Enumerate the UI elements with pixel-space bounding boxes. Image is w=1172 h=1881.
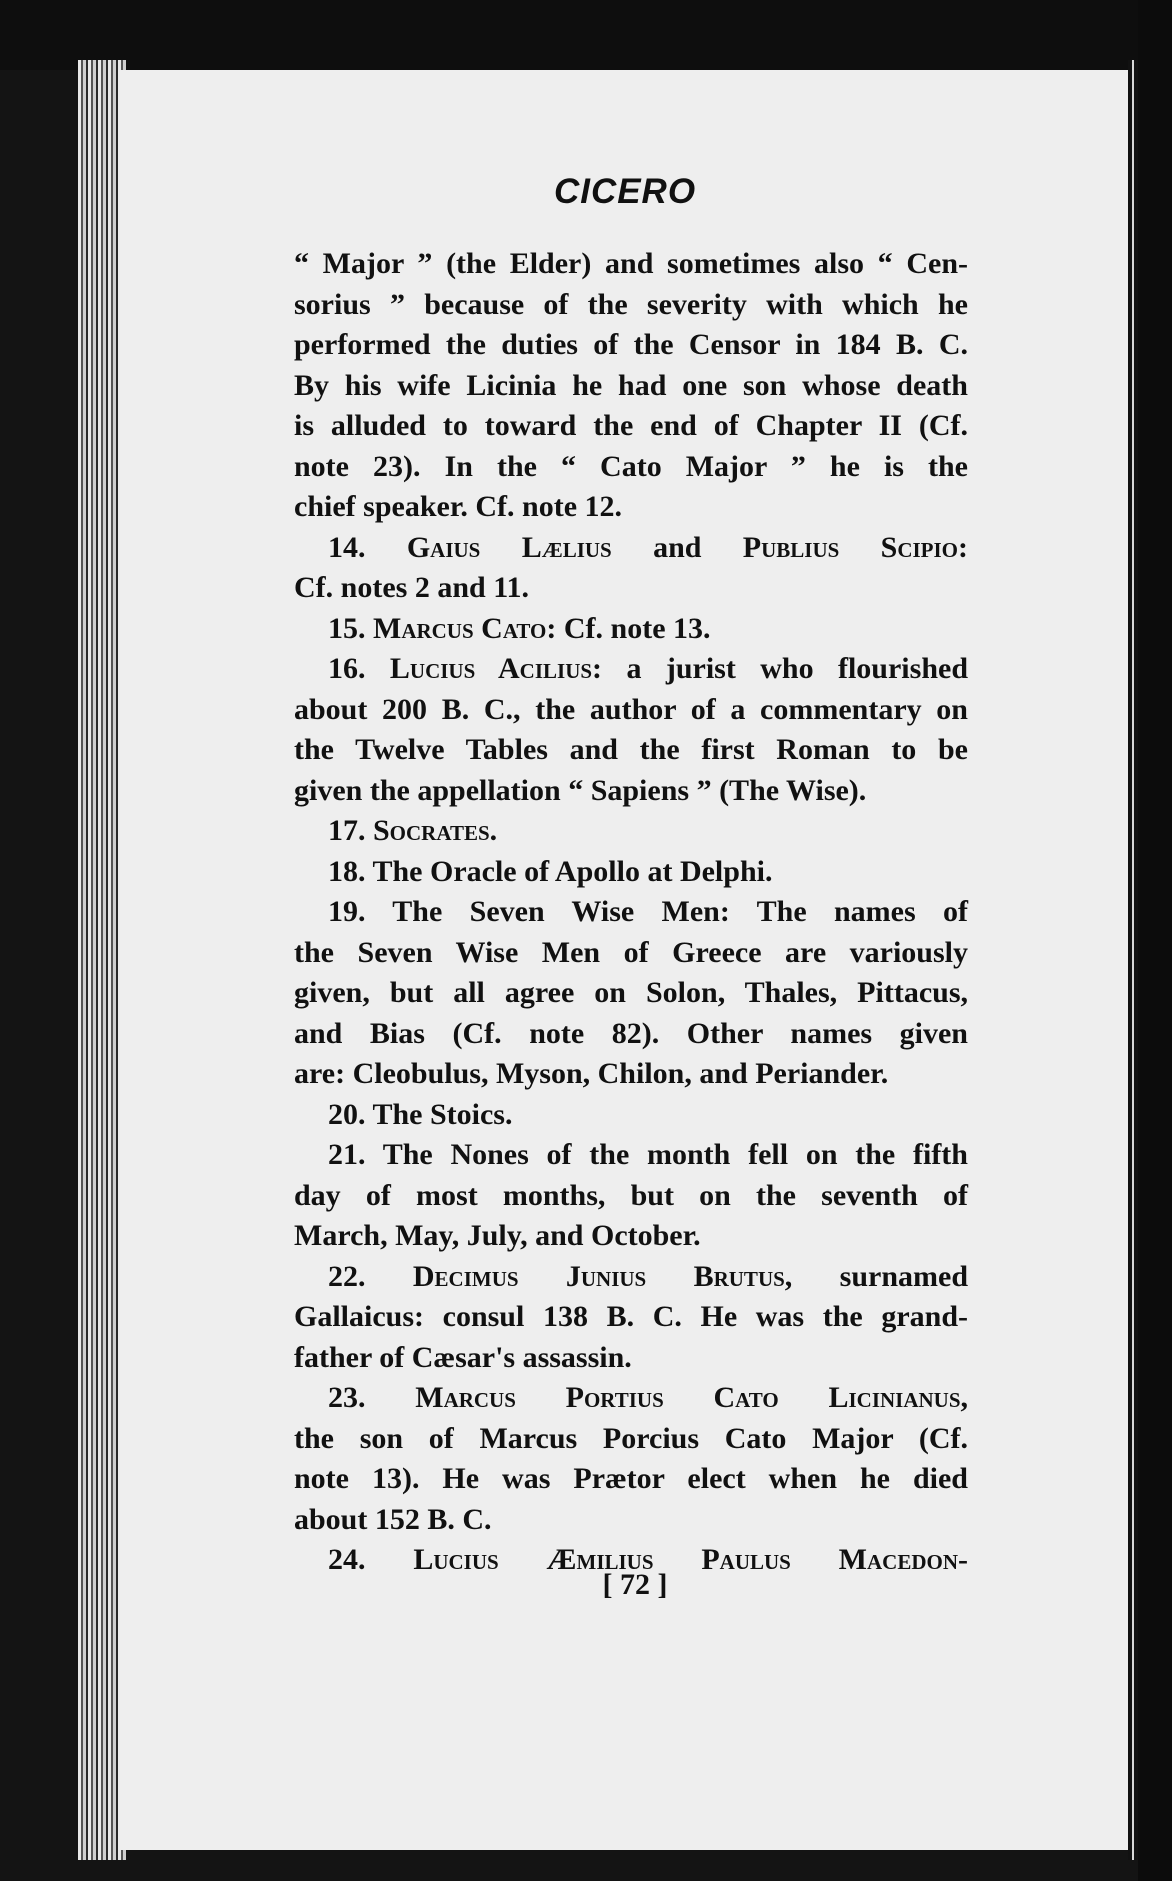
text-line: note 23). In the “ Cato Major ” he is the	[294, 449, 968, 483]
note-number: 23.	[328, 1381, 366, 1414]
note-number: 24.	[328, 1543, 366, 1576]
notes-text	[294, 244, 968, 1581]
text-line: day of most months, but on the seventh of	[294, 1178, 968, 1212]
note-text: , surnamed	[784, 1259, 969, 1293]
note-number: 17.	[328, 814, 366, 847]
text-line: chief speaker. Cf. note 12.	[294, 490, 623, 523]
note-name: Lucius Acilius	[389, 652, 593, 685]
text-line: Gallaicus: consul 138 B. C. He was the grand-	[294, 1300, 968, 1333]
note-number: 19.	[328, 895, 366, 928]
note-22	[294, 1257, 968, 1298]
note-name: Gaius Lælius	[406, 530, 612, 564]
page-number: [ 72 ]	[602, 1568, 668, 1601]
note-name: Lucius Æmilius Paulus Macedon-	[413, 1543, 968, 1576]
text-line: By his wife Licinia he had one son whose death	[294, 368, 968, 402]
note-number: 20.	[328, 1097, 366, 1131]
note-number: 16.	[328, 652, 366, 685]
note-text: The Stoics.	[372, 1097, 513, 1131]
note-16	[294, 649, 968, 690]
facing-page-edge	[1138, 0, 1172, 1881]
note-number: 18.	[328, 854, 366, 888]
note-14	[294, 528, 968, 569]
note-name: Publius Scipio	[742, 530, 958, 564]
note-text: and	[611, 530, 743, 564]
note-text: : Cf. note 13.	[546, 611, 711, 645]
text-line: the Twelve Tables and the first Roman to be	[294, 733, 968, 766]
note-text: ,	[960, 1381, 968, 1414]
note-number: 21.	[328, 1138, 366, 1171]
text-line: and Bias (Cf. note 82). Other names given	[294, 1016, 968, 1050]
note-number: 14.	[328, 530, 366, 564]
note-18	[294, 852, 968, 893]
text-line: father of Cæsar's assassin.	[294, 1340, 632, 1374]
note-text: :	[958, 530, 968, 564]
text-line: sorius ” because of the severity with which he	[294, 287, 968, 321]
text-line: is alluded to toward the end of Chapter II (Cf.	[294, 409, 968, 442]
note-17	[294, 811, 968, 852]
note-number: 22.	[328, 1259, 366, 1293]
note-number: 15.	[328, 611, 366, 645]
note-text: The Seven Wise Men: The names of	[392, 895, 968, 928]
note-text: The Oracle of Apollo at Delphi.	[372, 854, 773, 888]
note-15	[294, 609, 968, 650]
text-line: are: Cleobulus, Myson, Chilon, and Periander.	[294, 1057, 889, 1090]
note-name: Socrates.	[373, 814, 498, 847]
note-text: The Nones of the month fell on the fifth	[382, 1138, 968, 1171]
book-gutter	[1128, 60, 1138, 1860]
scan-top-shadow	[0, 0, 1172, 70]
text-line: March, May, July, and October.	[294, 1219, 701, 1252]
text-line: performed the duties of the Censor in 184 B. C.	[294, 328, 968, 361]
text-line: the son of Marcus Porcius Cato Major (Cf.	[294, 1421, 968, 1455]
text-line: given, but all agree on Solon, Thales, Pittacus,	[294, 976, 968, 1009]
note-name: Marcus Cato	[373, 611, 547, 645]
note-19	[294, 892, 968, 933]
note-text: : a jurist who flourished	[592, 652, 969, 685]
note-21	[294, 1135, 968, 1176]
text-line: given the appellation “ Sapiens ” (The Wise).	[294, 773, 867, 807]
note-name: Decimus Junius Brutus	[412, 1259, 785, 1293]
note-23	[294, 1378, 968, 1419]
text-line: “ Major ” (the Elder) and sometimes also “ Cen-	[294, 247, 968, 280]
text-line: about 152 B. C.	[294, 1502, 492, 1536]
text-line: about 200 B. C., the author of a commentary on	[294, 692, 968, 726]
text-line: the Seven Wise Men of Greece are variously	[294, 935, 968, 969]
note-20	[294, 1095, 968, 1136]
text-line: note 13). He was Prætor elect when he died	[294, 1462, 968, 1495]
running-head: CICERO	[553, 172, 697, 211]
note-name: Marcus Portius Cato Licinianus	[415, 1381, 961, 1414]
text-line: Cf. notes 2 and 11.	[294, 571, 530, 604]
